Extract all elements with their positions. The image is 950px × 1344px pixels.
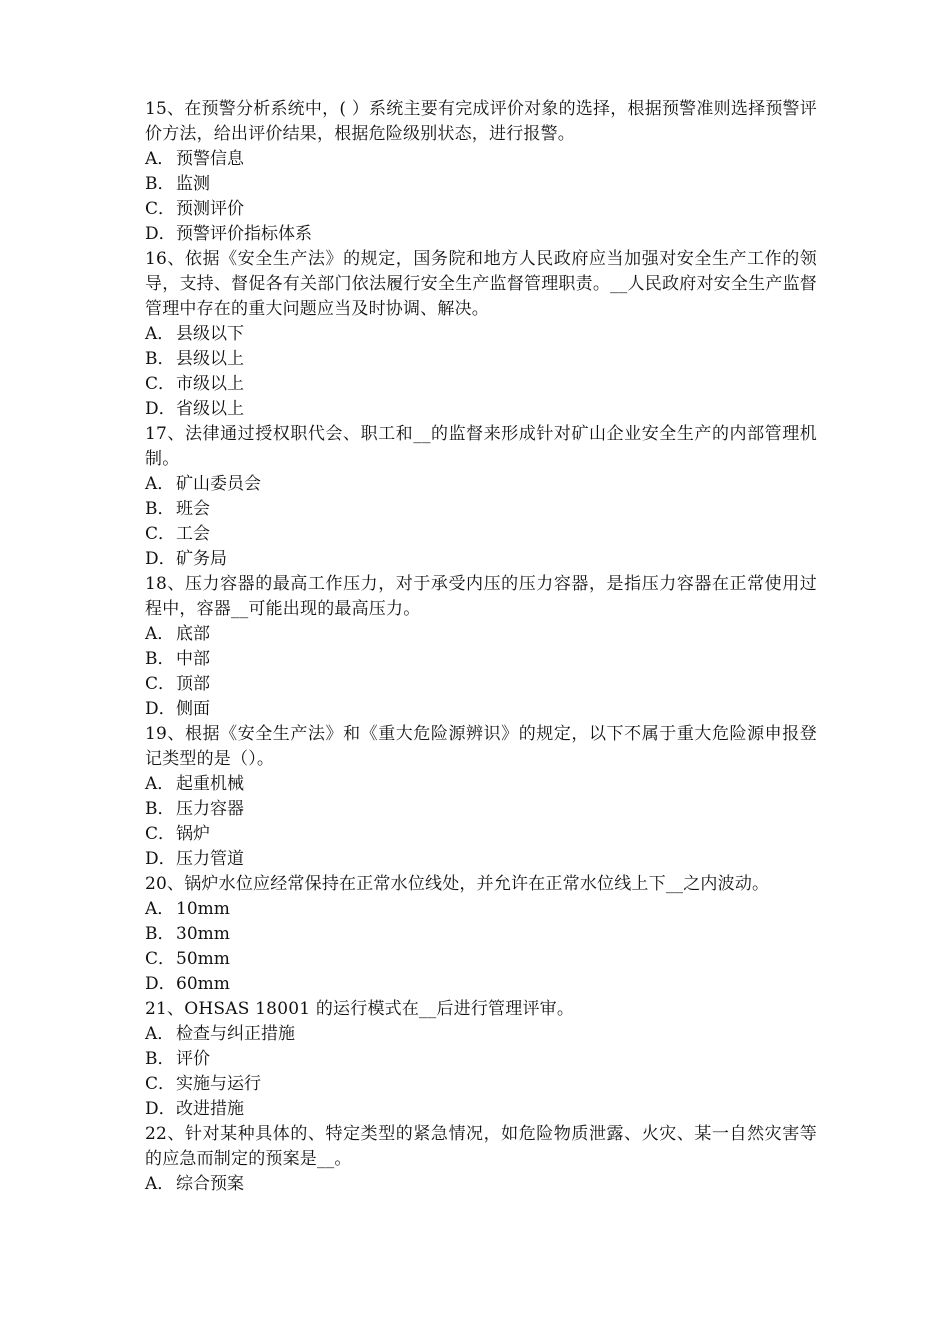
document-page xyxy=(145,97,817,1197)
option-b xyxy=(145,497,817,522)
option-letter: D． xyxy=(145,849,176,869)
option-letter: C． xyxy=(145,524,176,544)
option-text: 实施与运行 xyxy=(176,1074,261,1094)
option-c xyxy=(145,822,817,847)
option-text: 预测评价 xyxy=(176,199,244,219)
question-21 xyxy=(145,997,817,1122)
option-text: 矿务局 xyxy=(176,549,227,569)
option-text: 检查与纠正措施 xyxy=(176,1024,295,1044)
question-stem: 17、法律通过授权职代会、职工和__的监督来形成针对矿山企业安全生产的内部管理机制。 xyxy=(145,424,817,469)
option-letter: D． xyxy=(145,549,176,569)
option-text: 压力管道 xyxy=(176,849,244,869)
option-letter: A． xyxy=(145,899,175,919)
question-stem: 15、在预警分析系统中，( ）系统主要有完成评价对象的选择，根据预警准则选择预警评价方法，给出评价结果，根据危险级别状态，进行报警。 xyxy=(145,99,817,144)
question-stem: 18、压力容器的最高工作压力，对于承受内压的压力容器，是指压力容器在正常使用过程中，容器__可能出现的最高压力。 xyxy=(145,574,817,619)
option-b xyxy=(145,172,817,197)
option-a xyxy=(145,147,817,172)
option-letter: C． xyxy=(145,824,176,844)
option-text: 矿山委员会 xyxy=(176,474,261,494)
option-text: 底部 xyxy=(176,624,210,644)
question-15 xyxy=(145,97,817,247)
option-letter: B． xyxy=(145,649,175,669)
option-text: 改进措施 xyxy=(176,1099,244,1119)
question-stem: 20、锅炉水位应经常保持在正常水位线处，并允许在正常水位线上下__之内波动。 xyxy=(145,874,770,894)
option-letter: B． xyxy=(145,174,175,194)
option-letter: B． xyxy=(145,1049,175,1069)
option-text: 50mm xyxy=(176,949,230,969)
option-d xyxy=(145,847,817,872)
option-text: 预警信息 xyxy=(176,149,244,169)
option-text: 市级以上 xyxy=(176,374,244,394)
option-letter: D． xyxy=(145,1099,176,1119)
option-letter: A． xyxy=(145,149,175,169)
option-text: 工会 xyxy=(176,524,210,544)
option-letter: B． xyxy=(145,924,175,944)
option-text: 县级以下 xyxy=(176,324,244,344)
option-letter: C． xyxy=(145,374,176,394)
option-text: 监测 xyxy=(176,174,210,194)
option-a xyxy=(145,1172,817,1197)
option-text: 综合预案 xyxy=(176,1174,244,1194)
option-d xyxy=(145,222,817,247)
question-stem: 21、OHSAS 18001 的运行模式在__后进行管理评审。 xyxy=(145,999,575,1019)
option-b xyxy=(145,647,817,672)
option-b xyxy=(145,1047,817,1072)
option-letter: A． xyxy=(145,624,175,644)
option-d xyxy=(145,1097,817,1122)
option-c xyxy=(145,197,817,222)
option-c xyxy=(145,522,817,547)
option-letter: A． xyxy=(145,324,175,344)
option-a xyxy=(145,897,817,922)
option-letter: C． xyxy=(145,1074,176,1094)
option-letter: A． xyxy=(145,1024,175,1044)
option-text: 30mm xyxy=(176,924,230,944)
question-16 xyxy=(145,247,817,422)
option-c xyxy=(145,372,817,397)
option-text: 起重机械 xyxy=(176,774,244,794)
option-letter: D． xyxy=(145,974,176,994)
option-c xyxy=(145,672,817,697)
option-a xyxy=(145,622,817,647)
question-stem: 22、针对某种具体的、特定类型的紧急情况，如危险物质泄露、火灾、某一自然灾害等的应急而制定的预案是__。 xyxy=(145,1124,817,1169)
option-a xyxy=(145,472,817,497)
option-text: 顶部 xyxy=(176,674,210,694)
option-text: 中部 xyxy=(176,649,210,669)
question-22 xyxy=(145,1122,817,1197)
question-17 xyxy=(145,422,817,572)
question-stem: 16、依据《安全生产法》的规定，国务院和地方人民政府应当加强对安全生产工作的领导，支持、督促各有关部门依法履行安全生产监督管理职责。__人民政府对安全生产监督管理中存在的重大问题应当及时协调、解决。 xyxy=(145,249,817,319)
option-d xyxy=(145,697,817,722)
option-letter: B． xyxy=(145,499,175,519)
option-c xyxy=(145,947,817,972)
option-letter: A． xyxy=(145,474,175,494)
option-letter: D． xyxy=(145,399,176,419)
option-text: 预警评价指标体系 xyxy=(176,224,312,244)
option-text: 压力容器 xyxy=(176,799,244,819)
option-letter: D． xyxy=(145,699,176,719)
option-letter: C． xyxy=(145,949,176,969)
option-text: 班会 xyxy=(176,499,210,519)
option-letter: C． xyxy=(145,199,176,219)
option-a xyxy=(145,1022,817,1047)
option-letter: B． xyxy=(145,349,175,369)
option-d xyxy=(145,547,817,572)
option-letter: B． xyxy=(145,799,175,819)
option-b xyxy=(145,922,817,947)
option-text: 锅炉 xyxy=(176,824,210,844)
option-letter: C． xyxy=(145,674,176,694)
option-d xyxy=(145,972,817,997)
option-letter: A． xyxy=(145,774,175,794)
option-a xyxy=(145,322,817,347)
option-letter: A． xyxy=(145,1174,175,1194)
option-text: 10mm xyxy=(176,899,230,919)
question-stem: 19、根据《安全生产法》和《重大危险源辨识》的规定，以下不属于重大危险源申报登记类型的是（）。 xyxy=(145,724,817,769)
option-text: 评价 xyxy=(176,1049,210,1069)
option-d xyxy=(145,397,817,422)
option-text: 省级以上 xyxy=(176,399,244,419)
option-b xyxy=(145,797,817,822)
option-a xyxy=(145,772,817,797)
question-18 xyxy=(145,572,817,722)
option-text: 侧面 xyxy=(176,699,210,719)
option-c xyxy=(145,1072,817,1097)
option-letter: D． xyxy=(145,224,176,244)
option-text: 县级以上 xyxy=(176,349,244,369)
option-text: 60mm xyxy=(176,974,230,994)
option-b xyxy=(145,347,817,372)
question-20 xyxy=(145,872,817,997)
question-19 xyxy=(145,722,817,872)
